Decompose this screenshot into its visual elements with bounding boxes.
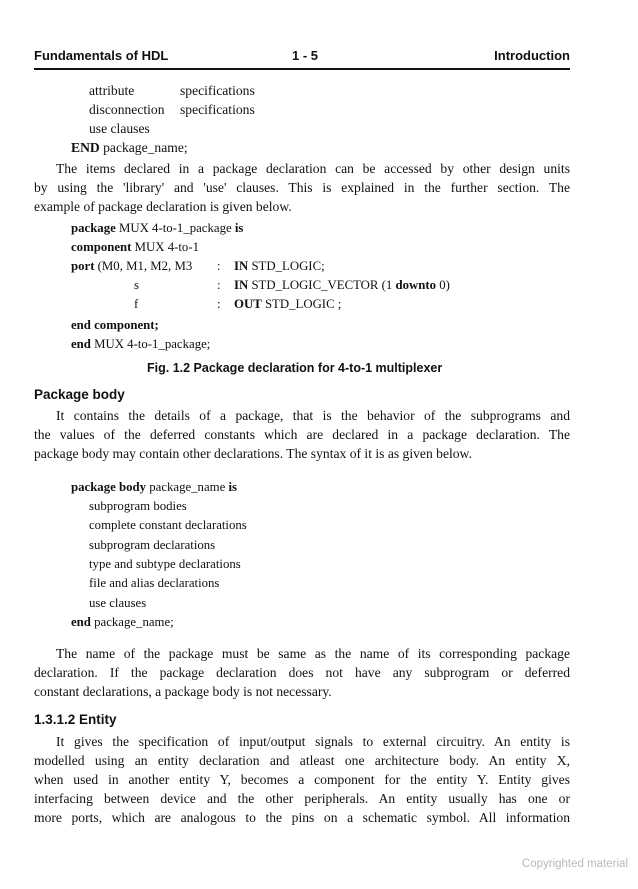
code-text: MUX 4-to-1_package;: [94, 337, 211, 351]
keyword: is: [228, 480, 238, 494]
paragraph-line: package body may contain other declarations. The syntax of it is as given below.: [34, 446, 472, 461]
paragraph-line: It contains the details of a package, that is the behavior of the subprograms and: [56, 408, 570, 423]
keyword: IN: [234, 259, 249, 273]
paragraph-line: It gives the specification of input/output signals to external circuitry. An entity is: [56, 734, 570, 749]
syntax-word: specifications: [180, 102, 255, 117]
keyword: component: [71, 240, 132, 254]
code-text: STD_LOGIC;: [251, 259, 325, 273]
section-heading-package-body: Package body: [34, 387, 125, 402]
code-line: [71, 337, 210, 352]
code-colon: :: [217, 259, 221, 273]
syntax-word: attribute: [89, 83, 135, 98]
section-heading-entity: 1.3.1.2 Entity: [34, 712, 117, 727]
paragraph-line: The items declared in a package declaration can be accessed by other design units: [56, 161, 570, 176]
header-page-number: 1 - 5: [292, 48, 319, 63]
keyword: downto: [395, 278, 437, 292]
code-signal: f: [134, 297, 139, 311]
code-text: (M0, M1, M2, M3: [97, 259, 193, 273]
code-colon: :: [217, 278, 221, 292]
code-colon: :: [217, 297, 221, 311]
code-text: MUX 4-to-1_package: [119, 221, 232, 235]
paragraph-line: modelled using an entity declaration and atleast one architecture body. An entity X,: [34, 753, 570, 768]
paragraph-line: example of package declaration is given below.: [34, 199, 292, 214]
paragraph-line: by using the 'library' and 'use' clauses. This is explained in the further section. The: [34, 180, 570, 195]
keyword: end: [71, 615, 91, 629]
syntax-line-disconnection-spec: [180, 102, 255, 118]
code-line: [71, 480, 237, 495]
code-line: [234, 278, 450, 293]
paragraph-line: declaration. If the package declaration does not have any subprogram or deferred: [34, 665, 570, 680]
paragraph-line: The name of the package must be same as the name of its corresponding package: [56, 646, 570, 661]
keyword: end: [71, 337, 91, 351]
syntax-line-end: [71, 140, 188, 156]
code-line: end component;: [71, 318, 159, 332]
figure-caption: Fig. 1.2 Package declaration for 4-to-1 multiplexer: [147, 361, 443, 375]
code-line: [71, 221, 243, 236]
code-line: complete constant declarations: [89, 518, 247, 532]
header-chapter-title: Introduction: [494, 48, 570, 63]
keyword: package: [71, 221, 116, 235]
code-text: 0): [439, 278, 450, 292]
paragraph-line: when used in another entity Y, becomes a component for the entity Y. Entity gives: [34, 772, 570, 787]
paragraph-line: the values of the deferred constants which are declared in a package declaration. The: [34, 427, 570, 442]
code-line: [234, 297, 341, 312]
code-text: STD_LOGIC ;: [264, 297, 342, 311]
code-line: type and subtype declarations: [89, 557, 241, 571]
code-signal: s: [134, 278, 139, 292]
copyright-watermark: Copyrighted material: [521, 858, 628, 870]
syntax-word: disconnection: [89, 102, 165, 117]
keyword: package body: [71, 480, 147, 494]
syntax-line-attribute-spec: [180, 83, 255, 99]
code-line: file and alias declarations: [89, 576, 220, 590]
code-line: [71, 240, 199, 255]
paragraph-line: constant declarations, a package body is not necessary.: [34, 684, 332, 699]
code-text: MUX 4-to-1: [134, 240, 199, 254]
syntax-word: specifications: [180, 83, 255, 98]
code-text: STD_LOGIC_VECTOR (1: [251, 278, 393, 292]
code-line: [234, 259, 325, 274]
paragraph-line: interfacing between device and the other peripherals. An entity usually has one or: [34, 791, 570, 806]
code-text: package_name;: [94, 615, 174, 629]
keyword: is: [234, 221, 244, 235]
code-line: subprogram bodies: [89, 499, 187, 513]
code-line: [71, 259, 192, 274]
keyword: END: [71, 140, 100, 155]
code-line: use clauses: [89, 596, 147, 610]
syntax-line-disconnection: [89, 102, 165, 118]
code-text: package_name: [149, 480, 226, 494]
running-header: [34, 48, 570, 70]
header-book-title: Fundamentals of HDL: [34, 48, 169, 63]
keyword: port: [71, 259, 95, 273]
syntax-line-use-clauses: use clauses: [89, 121, 150, 136]
code-line: subprogram declarations: [89, 538, 216, 552]
paragraph-line: more ports, which are analogous to the pins on a schematic symbol. All information: [34, 810, 570, 825]
syntax-word: package_name;: [103, 140, 188, 155]
keyword: OUT: [234, 297, 262, 311]
keyword: IN: [234, 278, 249, 292]
code-line: [71, 615, 174, 630]
syntax-line-attribute: [89, 83, 134, 99]
